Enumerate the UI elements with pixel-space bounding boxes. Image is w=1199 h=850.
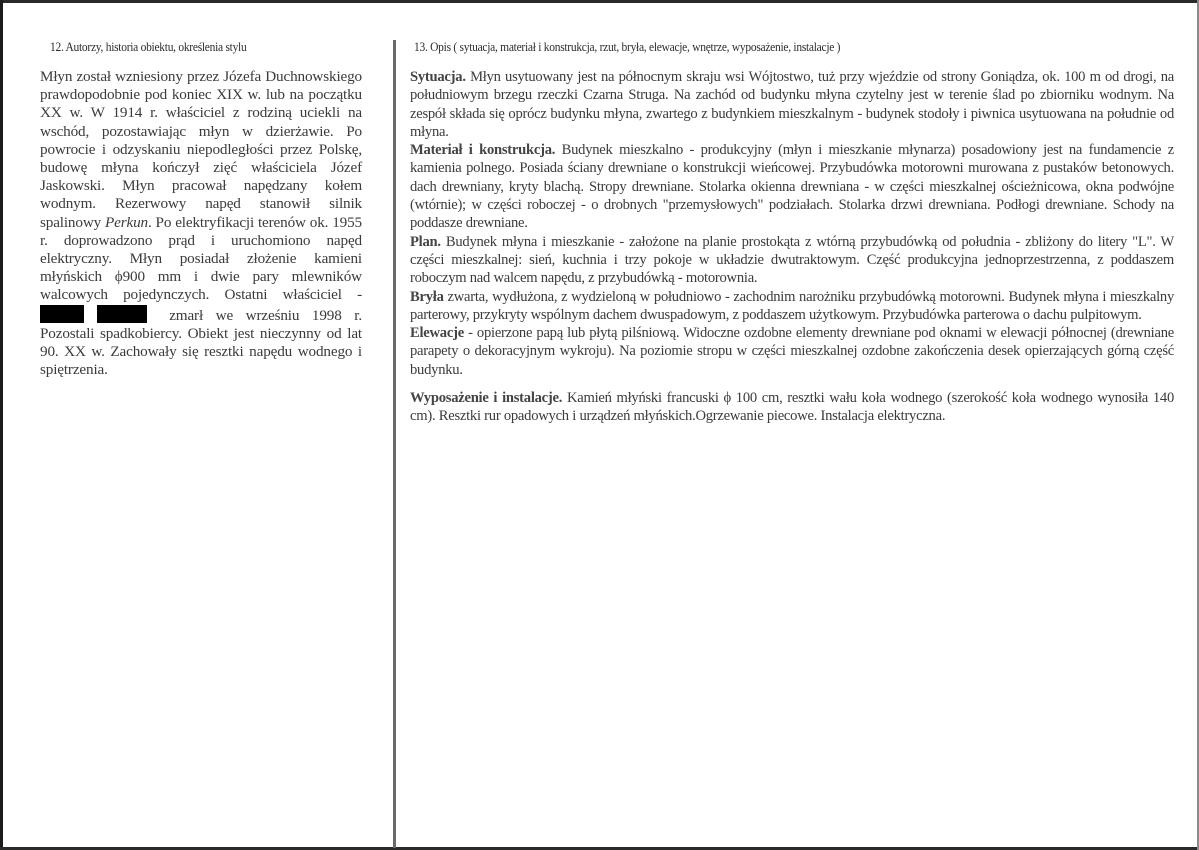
engine-name: Perkun (105, 213, 148, 231)
section-12-heading: 12. Autorzy, historia obiektu, określenia stylu (50, 40, 247, 54)
paragraph-body: - opierzone papą lub płytą pilśniową. Widoczne ozdobne elementy drewniane pod oknami w elewacji północnej (drewniane parapety o dekoracyjnym wykroju). Na poziomie stropu w części mieszkalnej ozdobne zakończenia desek opierzających górną część budynku. (410, 325, 1174, 378)
history-section (40, 40, 362, 379)
description-text (410, 68, 1174, 426)
paragraph-plan (410, 233, 1174, 288)
redacted-block (97, 305, 147, 323)
paragraph-elevations (410, 324, 1174, 379)
column-divider (393, 40, 396, 848)
page-border-top (0, 0, 1199, 3)
paragraph-body: Kamień młyński francuski ϕ 100 cm, resztki wału koła wodnego (szerokość koła wodnego wynosiła 140 cm). Resztki rur opadowych i urządzeń młyńskich.Ogrzewanie piecowe. Instalacja elektryczna. (410, 390, 1175, 425)
paragraph-body: Budynek mieszkalno - produkcyjny (młyn i mieszkanie młynarza) posadowiony jest na fundamencie z kamienia polnego. Posiada ściany drewniane o konstrukcji wieńcowej. Przybudówka motorowni murowana z pustaków betonowych. dach drewniany, kryty blachą. Stropy drewniane. Stolarka okienna drewniana - w części mieszkalnej ościeżnicowa, okna podwójne (wtórnie); w części roboczej - o drobnych "przemysłowych" podziałach. Stolarka drzwi drewniana. Podłogi drewniane. Schody na poddasze drewniane. (410, 142, 1174, 232)
description-section (410, 40, 1174, 426)
paragraph-body: zwarta, wydłużona, z wydzieloną w południowo - zachodnim narożniku przybudówką motorowni. Budynek młyna i mieszkalny parterowy, przykryty wspólnym dachem dwuspadowym, z poddaszem użytkowym. Przybudówka parterowa o dachu pulpitowym. (410, 288, 1174, 323)
paragraph-form (410, 288, 1174, 325)
paragraph-lead: Sytuacja. (410, 69, 466, 85)
page-border-left (0, 0, 3, 850)
paragraph-body: Budynek młyna i mieszkanie - założone na planie prostokąta z wtórną przybudówką od południa - zbliżony do litery "L". W części mieszkalnej: sień, kuchnia i trzy pokoje w układzie dwutraktowym. Część produkcyjna jednoprzestrzenna, z poddaszem roboczym nad walcem napędu, z przybudówką - motorownia. (410, 233, 1174, 287)
history-text-part2: . Po elektryfikacji terenów ok. 1955 r. doprowadzono prąd i uruchomiono napęd elektryczny. Młyn posiadał złożenie kamieni młyńskich ϕ900 mm i dwie pary mlewników walcowych pojedynczych. Ostatni właściciel - (40, 213, 363, 304)
history-text-part1: Młyn został wzniesiony przez Józefa Duchnowskiego prawdopodobnie pod koniec XIX w. lub na początku XX w. W 1914 r. właściciel z rodziną uciekli na wschód, pozostawiając młyn w dzierżawie. Po powrocie i odzyskaniu niepodległości przez Polskę, budowę młyna kończył zięć właściciela Józef Jaskowski. Młyn pracował napędzany kołem wodnym. Rezerwowy napęd stanowił silnik spalinowy (40, 68, 362, 231)
history-text-part3: zmarł we wrześniu 1998 r. Pozostali spadkobiercy. Obiekt jest nieczynny od lat 90. XX w. Zachowały się resztki napędu wodnego i spiętrzenia. (40, 306, 362, 379)
paragraph-lead: Plan. (410, 233, 441, 250)
paragraph-situation (410, 68, 1174, 141)
paragraph-body: Młyn usytuowany jest na północnym skraju wsi Wójtostwo, tuż przy wjeździe od strony Goniądza, ok. 100 m od drogi, na południowym brzegu rzeczki Czarna Struga. Na zachód od budynku młyna czytelny jest w terenie ślad po zbiorniku wodnym. Na zespół składa się oprócz budynku młyna, zwartego z budynkiem mieszkalnym - budynek stodoły i piwnica usytuowana na południe od młyna. (410, 69, 1174, 140)
paragraph-equipment (410, 389, 1174, 426)
paragraph-lead: Materiał i konstrukcja. (410, 142, 556, 159)
paragraph-material (410, 141, 1174, 232)
section-13-heading: 13. Opis ( sytuacja, materiał i konstrukcja, rzut, bryła, elewacje, wnętrze, wyposażenie, instalacje ) (414, 40, 841, 54)
paragraph-lead: Elewacje (410, 325, 464, 342)
redacted-block (40, 305, 84, 323)
history-text (40, 68, 362, 379)
paragraph-lead: Bryła (410, 288, 444, 305)
paragraph-lead: Wyposażenie i instalacje. (410, 390, 563, 407)
